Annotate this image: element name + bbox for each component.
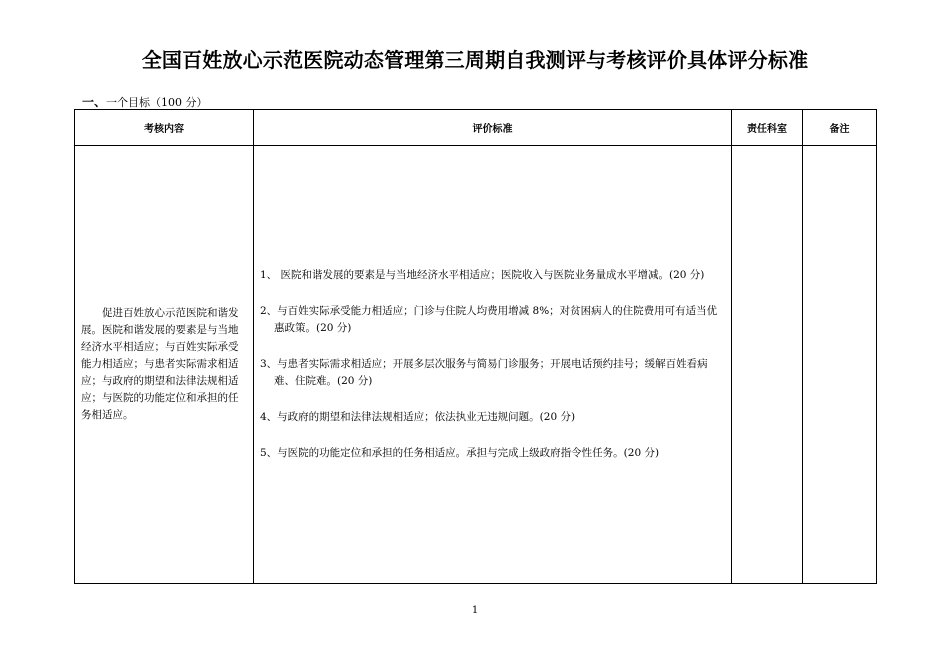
section-heading [82, 93, 208, 110]
criteria-item: 2、与百姓实际承受能力相适应；门诊与住院人均费用增减 8%；对贫困病人的住院费用可有适当优惠政策。(20 分) [260, 305, 718, 334]
header-content: 考核内容 [75, 110, 254, 146]
department-cell [732, 146, 803, 584]
criteria-item: 4、与政府的期望和法律法规相适应；依法执业无违规问题。(20 分) [260, 411, 576, 423]
content-cell: 促进百姓放心示范医院和谐发展。医院和谐发展的要素是与当地经济水平相适应；与百姓实际承受能力相适应；与患者实际需求相适应；与政府的期望和法律法规相适应；与医院的功能定位和承担的任务相适应。 [75, 146, 254, 584]
scoring-table [74, 109, 877, 584]
document-title: 全国百姓放心示范医院动态管理第三周期自我测评与考核评价具体评分标准 [141, 48, 809, 72]
criteria-cell [254, 146, 732, 584]
criteria-item: 3、与患者实际需求相适应；开展多层次服务与简易门诊服务；开展电话预约挂号；缓解百姓看病难、住院难。(20 分) [260, 358, 708, 387]
header-remarks: 备注 [803, 110, 877, 146]
header-department: 责任科室 [732, 110, 803, 146]
criteria-item: 5、与医院的功能定位和承担的任务相适应。承担与完成上级政府指令性任务。(20 分) [260, 447, 660, 459]
criteria-item: 1、 医院和谐发展的要素是与当地经济水平相适应；医院收入与医院业务量成水平增减。(20 分) [260, 269, 705, 281]
page-number: 1 [471, 605, 479, 616]
section-number: 一、 [82, 95, 107, 109]
table-header-row [75, 110, 877, 146]
header-criteria: 评价标准 [254, 110, 732, 146]
remarks-cell [803, 146, 877, 584]
section-label: 一个目标（100 分） [106, 96, 208, 109]
table-row [75, 146, 877, 584]
